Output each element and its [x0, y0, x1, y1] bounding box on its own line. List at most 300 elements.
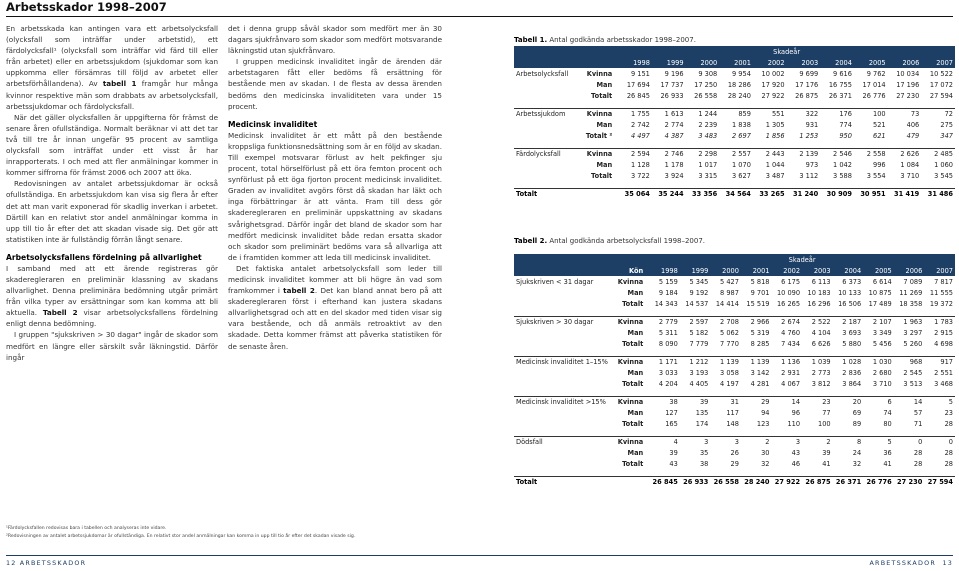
value-cell: 6: [863, 396, 894, 407]
spacer-row: [514, 181, 955, 188]
total-value: 30 951: [854, 188, 888, 199]
group-label: Dödsfall: [514, 436, 614, 447]
value-cell: 9 699: [799, 69, 819, 78]
value-cell: 2 708: [710, 316, 741, 327]
value-cell: 123: [756, 419, 770, 428]
value-cell: 931: [805, 120, 819, 129]
table-row: [514, 170, 955, 181]
value-cell: 11 269: [899, 288, 923, 297]
group-label: Sjukskriven > 30 dagar: [514, 316, 614, 327]
value-cell: 5 319: [750, 328, 770, 337]
value-cell: 521: [873, 120, 886, 129]
value-cell: 43: [791, 448, 801, 457]
value-cell: 406: [906, 120, 920, 129]
table-header-years: [514, 57, 955, 68]
group-label: Färdolycksfall: [514, 148, 579, 159]
value-cell: 2 626: [888, 148, 922, 159]
footer-rule: [6, 555, 953, 556]
table-row: [514, 108, 955, 119]
text-column-2: [228, 23, 442, 352]
value-cell: 2 551: [934, 368, 953, 377]
table-row: [514, 90, 955, 101]
table-row: [514, 447, 955, 458]
value-cell: 28: [944, 459, 953, 468]
kon-header: Kön: [614, 265, 649, 276]
value-cell: 28: [913, 448, 923, 457]
value-cell: 9 196: [664, 69, 684, 78]
value-cell: 4 197: [720, 379, 739, 388]
row-label: [579, 188, 619, 199]
table-2-caption: Tabell 2. Antal godkända arbetsolycksfall 1998–2007.: [514, 237, 706, 245]
value-cell: 39: [822, 448, 831, 457]
value-cell: 3 513: [903, 379, 923, 388]
table-row: [514, 287, 955, 298]
value-cell: 2 298: [686, 148, 720, 159]
value-cell: 14 414: [715, 299, 739, 308]
value-cell: 2 966: [741, 316, 772, 327]
value-cell: 3 864: [842, 379, 862, 388]
spacer-cell: [514, 141, 579, 148]
year-header: 2001: [719, 57, 753, 68]
value-cell: 5 159: [658, 277, 678, 286]
value-cell: 9 701: [750, 288, 770, 297]
value-cell: 3 483: [698, 131, 718, 140]
spacer-cell: [514, 349, 614, 356]
spacer-row: [514, 389, 955, 396]
total-value: 26 558: [710, 476, 741, 487]
table-row: [514, 436, 955, 447]
value-cell: 32: [761, 459, 770, 468]
year-header: 2005: [854, 57, 888, 68]
row-label: Man: [627, 448, 644, 457]
value-cell: 94: [761, 408, 770, 417]
total-value: 26 845: [649, 476, 680, 487]
value-cell: 3 487: [765, 171, 785, 180]
value-cell: 2 545: [903, 368, 923, 377]
value-cell: 1 084: [900, 160, 920, 169]
row-label: Totalt: [622, 419, 644, 428]
value-cell: 621: [873, 131, 886, 140]
value-cell: 3 033: [658, 368, 678, 377]
group-label: [514, 407, 614, 418]
spacer-row: [514, 469, 955, 476]
value-cell: 3: [771, 436, 802, 447]
table-1-caption: Tabell 1. Antal godkända arbetsskador 1998–2007.: [514, 36, 696, 44]
value-cell: 23: [802, 396, 833, 407]
table-2: [514, 254, 955, 487]
row-label: Man: [596, 120, 613, 129]
value-cell: 80: [883, 419, 892, 428]
value-cell: 135: [695, 408, 709, 417]
value-cell: 1 136: [771, 356, 802, 367]
value-cell: 6 373: [842, 277, 862, 286]
table-row: [514, 378, 955, 389]
value-cell: 57: [913, 408, 923, 417]
row-label: Kvinna: [586, 69, 613, 78]
value-cell: 1 039: [802, 356, 833, 367]
value-cell: 1 044: [765, 160, 785, 169]
paragraph: När det gäller olycksfallen är uppgifterna för främst de senare åren ofullständiga. Normalt beräknar vi att det tar två till tre år innan ungefär 95 procent av samtliga olycksfall som inträffat under ett visst år har inrapporterats. I och med att fler anmälningar kommer in kommer siffrorna för främst 2006 och 2007 att öka.: [6, 112, 218, 178]
value-cell: 3 142: [750, 368, 770, 377]
value-cell: 774: [839, 120, 852, 129]
footnote-1: ¹Färdolycksfallen redovisas bara i tabellen och analyseras inte vidare.: [6, 526, 167, 531]
paragraph: I gruppen medicinsk invaliditet ingår de ärenden där arbetstagaren fått eller bedöms få ersättning för bestående men av skadan. I de flesta av dessa ärenden bedöms den medicinska invaliditeten vara under 15 procent.: [228, 57, 442, 111]
paragraph: det i denna grupp såväl skador som medfört mer än 30 dagars sjukfrånvaro som skador som medfört motsvarande läkningstid utan sjukfrånvaro.: [228, 24, 442, 56]
spacer-row: [514, 101, 955, 108]
value-cell: 17 250: [694, 80, 718, 89]
value-cell: 347: [940, 131, 953, 140]
value-cell: 96: [791, 408, 801, 417]
value-cell: 1 070: [732, 160, 751, 169]
value-cell: 26 558: [694, 91, 718, 100]
value-cell: 3 315: [698, 171, 718, 180]
value-cell: 5 182: [689, 328, 709, 337]
value-cell: 9 184: [658, 288, 678, 297]
spacer-cell: [514, 181, 579, 188]
value-cell: 74: [883, 408, 892, 417]
value-cell: 71: [913, 419, 923, 428]
value-cell: 1 305: [765, 120, 785, 129]
value-cell: 3 812: [811, 379, 831, 388]
footnotes: [6, 525, 355, 541]
row-label: Kvinna: [614, 396, 649, 407]
value-cell: 2 558: [854, 148, 888, 159]
table-row: [514, 316, 955, 327]
value-cell: 29: [730, 459, 739, 468]
year-header: 2006: [894, 265, 925, 276]
year-header: 2004: [820, 57, 854, 68]
value-cell: 72: [921, 108, 955, 119]
group-label: [514, 130, 579, 141]
value-cell: 110: [787, 419, 801, 428]
value-cell: 7 770: [720, 339, 739, 348]
header-cell: [514, 265, 614, 276]
value-cell: 4 387: [664, 131, 684, 140]
value-cell: 2 522: [802, 316, 833, 327]
row-label: Man: [627, 368, 644, 377]
row-label: Totalt: [622, 299, 644, 308]
group-label: [514, 287, 614, 298]
value-cell: 8 987: [720, 288, 739, 297]
value-cell: 23: [944, 408, 953, 417]
value-cell: 89: [852, 419, 862, 428]
value-cell: 1 139: [741, 356, 772, 367]
value-cell: 26 776: [862, 91, 886, 100]
value-cell: 3 722: [631, 171, 650, 180]
value-cell: 2 139: [787, 148, 821, 159]
value-cell: 8: [833, 436, 864, 447]
value-cell: 5 818: [750, 277, 770, 286]
table-row: [514, 79, 955, 90]
table-1: [514, 46, 955, 199]
table-row: [514, 418, 955, 429]
group-label: [514, 418, 614, 429]
table-row: [514, 159, 955, 170]
value-cell: 7 434: [781, 339, 801, 348]
value-cell: 17 014: [862, 80, 886, 89]
value-cell: 4 204: [658, 379, 678, 388]
value-cell: 2 443: [753, 148, 787, 159]
value-cell: 5 880: [842, 339, 862, 348]
value-cell: 3 193: [689, 368, 709, 377]
value-cell: 10 183: [807, 288, 831, 297]
value-cell: 2 187: [833, 316, 864, 327]
total-value: 33 265: [753, 188, 787, 199]
value-cell: 10 002: [761, 69, 785, 78]
value-cell: 996: [873, 160, 886, 169]
value-cell: 5 456: [872, 339, 892, 348]
row-label: Kvinna: [579, 148, 619, 159]
section-heading: Arbetsolycksfallens fördelning på allvarlighet: [6, 252, 202, 262]
value-cell: 1 178: [664, 160, 684, 169]
value-cell: 18 286: [727, 80, 751, 89]
table-row: [514, 298, 955, 309]
total-value: 27 230: [894, 476, 925, 487]
value-cell: 2 546: [820, 148, 854, 159]
value-cell: 1 042: [833, 160, 852, 169]
value-cell: 3 468: [934, 379, 953, 388]
value-cell: 174: [695, 419, 709, 428]
value-cell: 16 506: [838, 299, 862, 308]
header-rule: [6, 16, 953, 17]
year-header: 2000: [710, 265, 741, 276]
value-cell: 20: [833, 396, 864, 407]
value-cell: 38: [649, 396, 680, 407]
value-cell: 117: [726, 408, 739, 417]
total-value: 26 776: [863, 476, 894, 487]
total-value: 31 486: [921, 188, 955, 199]
value-cell: 73: [888, 108, 922, 119]
value-cell: 43: [669, 459, 678, 468]
value-cell: 148: [726, 419, 739, 428]
value-cell: 1 139: [710, 356, 741, 367]
row-label: Totalt: [591, 91, 613, 100]
total-value: 27 594: [924, 476, 955, 487]
table-row: [514, 338, 955, 349]
value-cell: 2 742: [631, 120, 650, 129]
total-label: Totalt: [514, 476, 614, 487]
value-cell: 28: [913, 459, 923, 468]
value-cell: 39: [680, 396, 711, 407]
value-cell: 4 405: [689, 379, 709, 388]
value-cell: 28 240: [727, 91, 751, 100]
value-cell: 26 933: [660, 91, 684, 100]
page-title: Arbetsskador 1998–2007: [6, 0, 167, 14]
value-cell: 100: [854, 108, 888, 119]
value-cell: 950: [839, 131, 852, 140]
value-cell: 9 954: [732, 69, 751, 78]
row-label: Man: [627, 288, 644, 297]
value-cell: 1 783: [924, 316, 955, 327]
kon-header: [579, 57, 619, 68]
footnote-2: ²Redovisningen av antalet arbetssjukdomar är ofullständiga. En relativt stor andel anmälningar kan komma in upp till tio år efter det skadan visade sig.: [6, 534, 356, 539]
value-cell: 2 674: [771, 316, 802, 327]
value-cell: 2 485: [921, 148, 955, 159]
row-label: Totalt: [591, 171, 613, 180]
value-cell: 165: [665, 419, 678, 428]
value-cell: 14 343: [654, 299, 678, 308]
value-cell: 3 554: [866, 171, 886, 180]
value-cell: 16 755: [828, 80, 852, 89]
value-cell: 26 371: [828, 91, 852, 100]
spacer-row: [514, 141, 955, 148]
table-row: [514, 396, 955, 407]
total-value: 27 922: [771, 476, 802, 487]
value-cell: 3 627: [732, 171, 751, 180]
value-cell: 17 694: [626, 80, 650, 89]
value-cell: 4 760: [781, 328, 801, 337]
value-cell: 1 613: [652, 108, 686, 119]
value-cell: 17 489: [868, 299, 892, 308]
value-cell: 3 693: [842, 328, 862, 337]
value-cell: 322: [787, 108, 821, 119]
header-cell: [514, 57, 579, 68]
total-value: 26 933: [680, 476, 711, 487]
row-label: Totalt: [622, 459, 644, 468]
value-cell: 3: [710, 436, 741, 447]
value-cell: 17 072: [929, 80, 953, 89]
skadear-label: Skadeår: [618, 46, 955, 57]
table-header-years: [514, 265, 955, 276]
value-cell: 1 030: [863, 356, 894, 367]
value-cell: 1 171: [649, 356, 680, 367]
total-row: [514, 188, 955, 199]
row-label: Totalt: [622, 339, 644, 348]
paragraph: En arbetsskada kan antingen vara ett arbetsolycksfall (olycksfall som inträffar under arbetstid), ett färdolycksfall¹ (olycksfall som inträffar vid färd till eller från arbetet) eller en arbetssjukdom (sjukdomar som kan uppkomma eller försämras till följd av arbetet eller arbetsförhållandena). Av tabell 1 framgår hur många kvinnor respektive män som drabbats av arbetsolycksfall, arbetssjukdomar och färdolycksfall.: [6, 24, 218, 111]
row-label: Kvinna: [617, 277, 644, 286]
value-cell: 28: [944, 419, 953, 428]
value-cell: 2 746: [652, 148, 686, 159]
value-cell: 4: [649, 436, 680, 447]
value-cell: 14 537: [685, 299, 709, 308]
value-cell: 2 773: [811, 368, 831, 377]
value-cell: 5 427: [720, 277, 739, 286]
value-cell: 14: [894, 396, 925, 407]
row-label: Kvinna: [614, 436, 649, 447]
value-cell: 7 779: [689, 339, 709, 348]
value-cell: 29: [741, 396, 772, 407]
group-label: [514, 378, 614, 389]
group-label: Medicinsk invaliditet >15%: [514, 396, 614, 407]
value-cell: 14: [771, 396, 802, 407]
year-header: 2003: [787, 57, 821, 68]
value-cell: 2 594: [618, 148, 652, 159]
value-cell: 10 522: [929, 69, 953, 78]
value-cell: 17 176: [795, 80, 819, 89]
row-label: Kvinna: [614, 356, 649, 367]
table-row: [514, 130, 955, 141]
spacer-cell: [514, 469, 614, 476]
row-label: [614, 476, 649, 487]
value-cell: 27 594: [929, 91, 953, 100]
value-cell: 2 597: [680, 316, 711, 327]
group-label: Medicinsk invaliditet 1–15%: [514, 356, 614, 367]
value-cell: 4 067: [781, 379, 801, 388]
value-cell: 7 089: [903, 277, 923, 286]
value-cell: 7 817: [934, 277, 953, 286]
row-label: Kvinna: [614, 316, 649, 327]
value-cell: 5 260: [903, 339, 923, 348]
header-cell: [514, 46, 579, 57]
value-cell: 31: [710, 396, 741, 407]
value-cell: 968: [894, 356, 925, 367]
spacer-cell: [514, 389, 614, 396]
value-cell: 38: [699, 459, 709, 468]
value-cell: 26 845: [626, 91, 650, 100]
value-cell: 2 697: [732, 131, 751, 140]
value-cell: 10 133: [838, 288, 862, 297]
table-row: [514, 68, 955, 79]
row-label: Man: [627, 408, 644, 417]
spacer-cell: [514, 101, 579, 108]
value-cell: 100: [818, 419, 831, 428]
group-label: Arbetsolycksfall: [516, 69, 569, 78]
year-header: 2003: [802, 265, 833, 276]
value-cell: 19 372: [929, 299, 953, 308]
value-cell: 10 034: [896, 69, 920, 78]
total-value: 26 371: [833, 476, 864, 487]
group-label: [514, 327, 614, 338]
year-header: 2007: [921, 57, 955, 68]
row-label: Man: [596, 160, 613, 169]
value-cell: 28: [944, 448, 953, 457]
group-label: [514, 90, 579, 101]
value-cell: 27 230: [896, 91, 920, 100]
table-row: [514, 327, 955, 338]
total-value: 30 909: [820, 188, 854, 199]
value-cell: 17 920: [761, 80, 785, 89]
spacer-row: [514, 309, 955, 316]
value-cell: 5 345: [689, 277, 709, 286]
value-cell: 2 931: [781, 368, 801, 377]
group-label: [514, 119, 579, 130]
year-header: 2002: [771, 265, 802, 276]
paragraph: Medicinsk invaliditet är ett mått på den bestående kroppsliga funktionsnedsättning som är en följd av skadan. Till exempel motsvarar förlust av helt pekfinger sju procent, total hörselförlust på ett öra femton procent och synförlust på ett öga fjorton procent medicinsk invaliditet. Graden av invaliditet avgörs först då skadan har läkt och inga förbättringar är att vänta. Fram till dess gör skaderegleraren en preliminär uppskattning av skadans svårighetsgrad. Därför ingår det bland de skador som har medfört medicinsk invaliditet både redan ersatta skador och skador som preliminärt bedöms vara så allvarliga att de i framtiden kommer att leda till medicinsk invaliditet.: [228, 130, 442, 262]
spacer-row: [514, 429, 955, 436]
value-cell: 5: [863, 436, 894, 447]
table-row: [514, 276, 955, 287]
value-cell: 2: [741, 436, 772, 447]
paragraph: I samband med att ett ärende registreras gör skaderegleraren en preliminär klassning av skadans allvarlighet. Denna preliminära bedömning utgår primärt från vilka typer av ersättningar som kan komma att bli aktuella. Tabell 2 visar arbetsolycksfallens fördelning enligt denna bedömning.: [6, 263, 218, 329]
value-cell: 26 875: [795, 91, 819, 100]
year-header: 2000: [686, 57, 720, 68]
value-cell: 1 128: [631, 160, 650, 169]
value-cell: 17 737: [660, 80, 684, 89]
total-value: 35 064: [618, 188, 652, 199]
value-cell: 2 239: [698, 120, 718, 129]
value-cell: 3 112: [799, 171, 819, 180]
value-cell: 9 151: [631, 69, 650, 78]
value-cell: 275: [940, 120, 953, 129]
value-cell: 1 060: [934, 160, 953, 169]
value-cell: 1 017: [698, 160, 718, 169]
value-cell: 3 058: [720, 368, 739, 377]
value-cell: 0: [924, 436, 955, 447]
value-cell: 9 192: [689, 288, 709, 297]
group-label: [514, 447, 614, 458]
value-cell: 2 779: [649, 316, 680, 327]
group-label: [514, 458, 614, 469]
row-label: Totalt ²: [585, 131, 613, 140]
table-row: [514, 119, 955, 130]
total-label: Totalt: [514, 188, 579, 199]
value-cell: 2 774: [664, 120, 684, 129]
value-cell: 6 113: [811, 277, 831, 286]
value-cell: 1 244: [686, 108, 720, 119]
value-cell: 4 281: [750, 379, 770, 388]
value-cell: 10 875: [868, 288, 892, 297]
group-label: [514, 79, 579, 90]
